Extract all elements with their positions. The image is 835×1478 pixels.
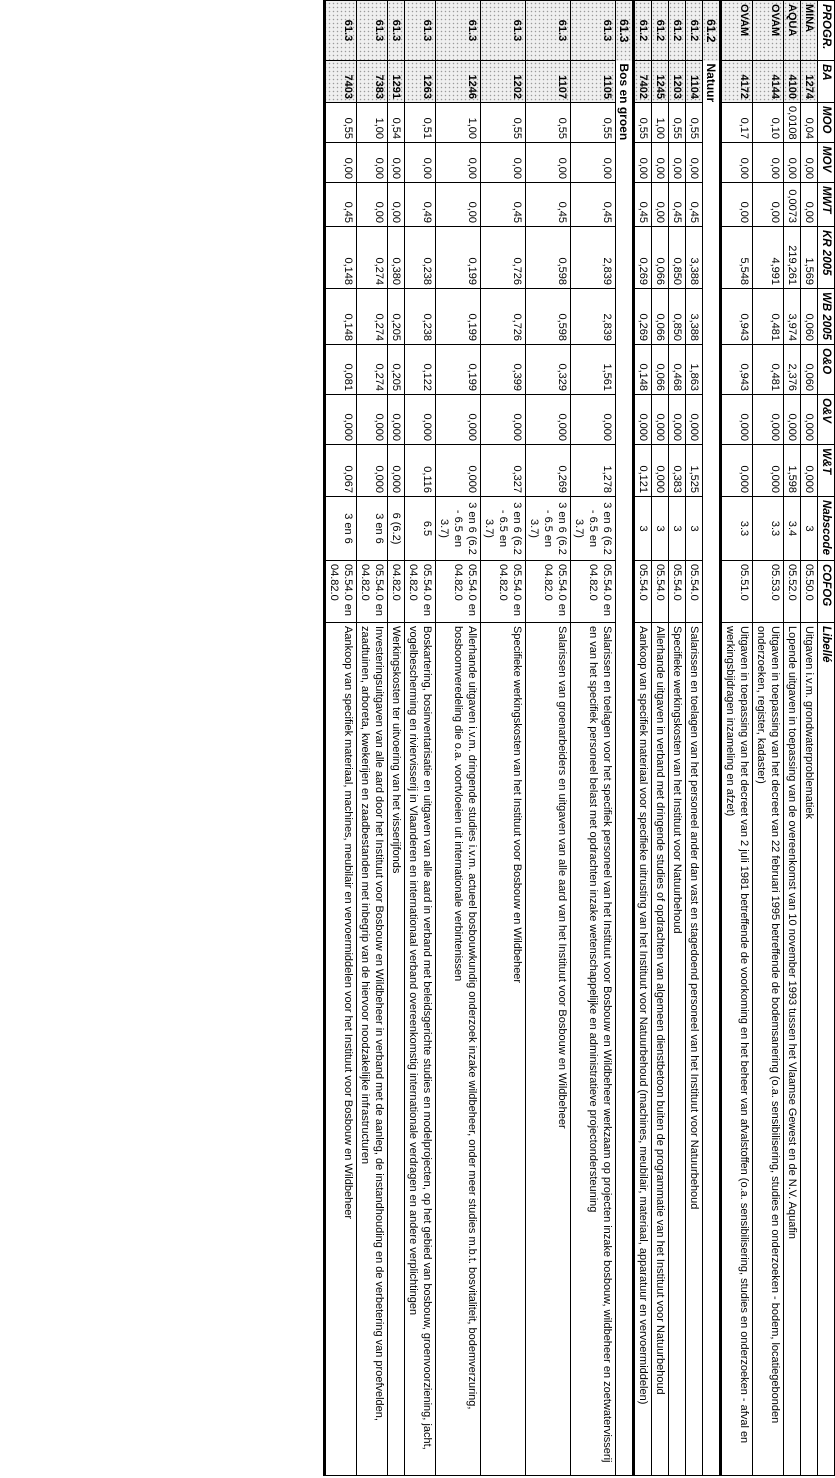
cell-libelle: Uitgaven in toepassing van het decreet van 22 februari 1995 betreffende de bodemsanering (o.a. sensibilisering, studies en onderzoeken - bodem, locatiegebonden onderzoeken, register, kadaster) <box>753 623 784 1476</box>
cell-oo: 1,863 <box>686 345 703 395</box>
cell-libelle: Aankoop van specifiek materiaal, machines, meubilair en vervoermiddelen voor het Instituut voor Bosbouw en Wildbeheer <box>325 623 357 1476</box>
cell-moo: 0,17 <box>721 103 753 143</box>
cell-ov: 0,000 <box>801 395 818 445</box>
cell-progr: 61.3 <box>481 1 526 61</box>
table-row <box>686 1 703 1476</box>
cell-mov: 0,00 <box>784 143 801 183</box>
cell-libelle: Allerhande uitgaven i.v.m. dringende studies i.v.m. actueel bosbouwkundig onderzoek inzake wildbeheer, onder meer studies m.b.t. bosvitaliteit, bodemverzuring, bosboomveredeling die o.a. voortvloeien uit internationale verbintenissen <box>436 623 481 1476</box>
cell-nabscode: 3 en 6 (6.2 - 6.5 en 3.7) <box>436 497 481 561</box>
cell-libelle: Allerhande uitgaven in verband met dringende studies of opdrachten van algemeen dienstbetoon buiten de programmatie van het Instituut voor Natuurbehoud <box>652 623 669 1476</box>
table-row <box>325 1 357 1476</box>
table-row <box>652 1 669 1476</box>
cell-mwt: 0,45 <box>325 183 357 227</box>
table-row <box>721 1 753 1476</box>
cell-mwt: 0,00 <box>721 183 753 227</box>
cell-libelle: Specifieke werkingskosten van het Instituut voor Natuurbehoud <box>669 623 686 1476</box>
cell-wb2005: 0,850 <box>669 289 686 345</box>
cell-wb2005: 0,726 <box>481 289 526 345</box>
cell-wt: 0,116 <box>405 445 436 497</box>
cell-wb2005: 0,238 <box>405 289 436 345</box>
cell-nabscode: 3 <box>669 497 686 561</box>
cell-nabscode: 3 <box>652 497 669 561</box>
cell-wb2005: 0,481 <box>753 289 784 345</box>
header-progr: PROGR. <box>818 1 835 61</box>
cell-wb2005: 0,199 <box>436 289 481 345</box>
cell-cofog: 05.52.0 <box>784 561 801 623</box>
cell-ov: 0,000 <box>436 395 481 445</box>
section-code: 61.2 <box>703 1 721 61</box>
cell-progr: 61.3 <box>436 1 481 61</box>
cell-ov: 0,000 <box>405 395 436 445</box>
cell-oo: 0,329 <box>526 345 571 395</box>
cell-ba: 7402 <box>634 61 652 103</box>
cell-cofog: 05.54.0 <box>686 561 703 623</box>
cell-kr2005: 0,148 <box>325 227 357 289</box>
cell-progr: 61.2 <box>686 1 703 61</box>
cell-mov: 0,00 <box>481 143 526 183</box>
cell-wt: 0,269 <box>526 445 571 497</box>
section-code: 61.3 <box>616 1 634 61</box>
cell-kr2005: 0,269 <box>634 227 652 289</box>
cell-mov: 0,00 <box>325 143 357 183</box>
cell-kr2005: 0,199 <box>436 227 481 289</box>
cell-kr2005: 0,850 <box>669 227 686 289</box>
cell-ba: 4172 <box>721 61 753 103</box>
cell-oo: 0,148 <box>634 345 652 395</box>
cell-libelle: Salarissen en toelagen van het personeel ander dan vast en stagedoend personeel van het Instituut voor Natuurbehoud <box>686 623 703 1476</box>
cell-cofog: 05.54.0 en 04.82.0 <box>357 561 388 623</box>
cell-wt: 0,000 <box>357 445 388 497</box>
cell-mwt: 0,00 <box>388 183 405 227</box>
cell-moo: 0,55 <box>634 103 652 143</box>
cell-kr2005: 0,066 <box>652 227 669 289</box>
cell-progr: 61.3 <box>571 1 616 61</box>
cell-progr: OVAM <box>721 1 753 61</box>
cell-libelle: Salarissen en toelagen voor het specifiek personeel van het Instituut voor Bosbouw en Wildbeheer werkzaam op projecten inzake bosbouw, wildbeheer en zoetwatervisserij en van het specifiek personeel belast met opdrachten inzake wetenschappelijke en administratieve projectondersteuning <box>571 623 616 1476</box>
cell-wb2005: 3,974 <box>784 289 801 345</box>
cell-progr: 61.2 <box>652 1 669 61</box>
cell-kr2005: 4,991 <box>753 227 784 289</box>
cell-wb2005: 0,060 <box>801 289 818 345</box>
cell-wt: 0,327 <box>481 445 526 497</box>
cell-cofog: 05.51.0 <box>721 561 753 623</box>
cell-wt: 0,000 <box>436 445 481 497</box>
section-header-row <box>703 1 721 1476</box>
cell-moo: 0,10 <box>753 103 784 143</box>
cell-mov: 0,00 <box>526 143 571 183</box>
header-kr2005: KR 2005 <box>818 227 835 289</box>
cell-nabscode: 3 en 6 (6.2 - 6.5 en 3.7) <box>526 497 571 561</box>
cell-mwt: 0,45 <box>686 183 703 227</box>
cell-wt: 0,067 <box>325 445 357 497</box>
cell-ba: 1246 <box>436 61 481 103</box>
cell-cofog: 05.54.0 en 04.82.0 <box>526 561 571 623</box>
cell-kr2005: 0,726 <box>481 227 526 289</box>
cell-mwt: 0,45 <box>571 183 616 227</box>
section-title: Natuur <box>703 61 721 1476</box>
cell-wt: 0,000 <box>753 445 784 497</box>
cell-mwt: 0,00 <box>436 183 481 227</box>
header-wb2005: WB 2005 <box>818 289 835 345</box>
cell-wt: 1,525 <box>686 445 703 497</box>
cell-nabscode: 3 <box>801 497 818 561</box>
cell-wt: 0,121 <box>634 445 652 497</box>
cell-mwt: 0,00 <box>753 183 784 227</box>
cell-libelle: Specifieke werkingskosten van het Instituut voor Bosbouw en Wildbeheer <box>481 623 526 1476</box>
cell-kr2005: 5,548 <box>721 227 753 289</box>
cell-mov: 0,00 <box>652 143 669 183</box>
table-row <box>669 1 686 1476</box>
cell-oo: 0,122 <box>405 345 436 395</box>
cell-progr: 61.2 <box>634 1 652 61</box>
cell-mov: 0,00 <box>634 143 652 183</box>
cell-cofog: 04.82.0 <box>388 561 405 623</box>
cell-ba: 1263 <box>405 61 436 103</box>
cell-mwt: 0,45 <box>526 183 571 227</box>
cell-mwt: 0,45 <box>669 183 686 227</box>
cell-wb2005: 0,148 <box>325 289 357 345</box>
cell-kr2005: 2,839 <box>571 227 616 289</box>
cell-moo: 0,55 <box>325 103 357 143</box>
table-row <box>801 1 818 1476</box>
header-ba: BA <box>818 61 835 103</box>
cell-wt: 0,000 <box>721 445 753 497</box>
header-libelle: Libellé <box>818 623 835 1476</box>
cell-progr: 61.2 <box>669 1 686 61</box>
cell-moo: 0,0108 <box>784 103 801 143</box>
cell-wb2005: 0,066 <box>652 289 669 345</box>
cell-nabscode: 3 en 6 (6.2 - 6.5 en 3.7) <box>481 497 526 561</box>
cell-nabscode: 6.5 <box>405 497 436 561</box>
cell-ba: 7383 <box>357 61 388 103</box>
cell-progr: 61.3 <box>526 1 571 61</box>
header-oo: O&O <box>818 345 835 395</box>
cell-oo: 0,081 <box>325 345 357 395</box>
cell-kr2005: 0,274 <box>357 227 388 289</box>
cell-cofog: 05.54.0 en 04.82.0 <box>571 561 616 623</box>
cell-oo: 0,205 <box>388 345 405 395</box>
cell-moo: 0,55 <box>571 103 616 143</box>
cell-ba: 1291 <box>388 61 405 103</box>
cell-wt: 0,000 <box>388 445 405 497</box>
cell-ba: 7403 <box>325 61 357 103</box>
cell-cofog: 05.54.0 en 04.82.0 <box>405 561 436 623</box>
cell-cofog: 05.54.0 <box>652 561 669 623</box>
cell-ov: 0,000 <box>686 395 703 445</box>
cell-moo: 0,55 <box>481 103 526 143</box>
table-row <box>388 1 405 1476</box>
cell-ba: 1245 <box>652 61 669 103</box>
table-row <box>753 1 784 1476</box>
header-row <box>818 1 835 1476</box>
cell-nabscode: 3 <box>634 497 652 561</box>
cell-moo: 0,55 <box>526 103 571 143</box>
cell-mov: 0,00 <box>388 143 405 183</box>
cell-wt: 0,000 <box>652 445 669 497</box>
cell-oo: 0,468 <box>669 345 686 395</box>
cell-ov: 0,000 <box>481 395 526 445</box>
header-mov: MOV <box>818 143 835 183</box>
cell-cofog: 05.53.0 <box>753 561 784 623</box>
cell-mwt: 0,45 <box>481 183 526 227</box>
cell-mov: 0,00 <box>801 143 818 183</box>
cell-ba: 1203 <box>669 61 686 103</box>
cell-wt: 1,598 <box>784 445 801 497</box>
table-row <box>634 1 652 1476</box>
header-moo: MOO <box>818 103 835 143</box>
cell-kr2005: 1,569 <box>801 227 818 289</box>
cell-ov: 0,000 <box>669 395 686 445</box>
cell-mwt: 0,00 <box>357 183 388 227</box>
cell-wb2005: 0,943 <box>721 289 753 345</box>
cell-mov: 0,00 <box>436 143 481 183</box>
cell-kr2005: 0,380 <box>388 227 405 289</box>
cell-libelle: Salarissen van groenarbeiders en uitgaven van alle aard van het Instituut voor Bosbouw en Wildbeheer <box>526 623 571 1476</box>
cell-oo: 0,943 <box>721 345 753 395</box>
cell-nabscode: 3.4 <box>784 497 801 561</box>
cell-progr: 61.3 <box>388 1 405 61</box>
header-ov: O&V <box>818 395 835 445</box>
cell-wb2005: 0,269 <box>634 289 652 345</box>
cell-progr: 61.3 <box>405 1 436 61</box>
cell-kr2005: 0,238 <box>405 227 436 289</box>
cell-wb2005: 0,274 <box>357 289 388 345</box>
cell-ov: 0,000 <box>388 395 405 445</box>
table-row <box>405 1 436 1476</box>
header-nabscode: Nabscode <box>818 497 835 561</box>
cell-ba: 4100 <box>784 61 801 103</box>
cell-progr: OVAM <box>753 1 784 61</box>
cell-ba: 1274 <box>801 61 818 103</box>
cell-mov: 0,00 <box>571 143 616 183</box>
cell-cofog: 05.54.0 en 04.82.0 <box>325 561 357 623</box>
cell-nabscode: 3 en 6 (6.2 - 6.5 en 3.7) <box>571 497 616 561</box>
cell-moo: 0,55 <box>686 103 703 143</box>
cell-oo: 0,481 <box>753 345 784 395</box>
cell-ov: 0,000 <box>721 395 753 445</box>
cell-mov: 0,00 <box>405 143 436 183</box>
cell-mov: 0,00 <box>357 143 388 183</box>
cell-moo: 0,04 <box>801 103 818 143</box>
cell-oo: 0,274 <box>357 345 388 395</box>
cell-mov: 0,00 <box>669 143 686 183</box>
cell-kr2005: 219,261 <box>784 227 801 289</box>
cell-kr2005: 3,388 <box>686 227 703 289</box>
section-header-row <box>616 1 634 1476</box>
table-row <box>436 1 481 1476</box>
cell-libelle: Lopende uitgaven in toepassing van de overeenkomst van 10 november 1993 tussen het Vlaamse Gewest en de N.V. Aquafin <box>784 623 801 1476</box>
table-row <box>481 1 526 1476</box>
cell-moo: 1,00 <box>357 103 388 143</box>
cell-wt: 1,278 <box>571 445 616 497</box>
cell-moo: 0,51 <box>405 103 436 143</box>
cell-libelle: Investeringsuitgaven van alle aard door het Instituut voor Bosbouw en Wildbeheer in verband met de aanleg, de instandhouding en de verbetering van proefvelden, zaadtuinen, arboreta, kwekerijen en zaadbestanden met inbegrip van de hiervoor noodzakelijke infrastructuren <box>357 623 388 1476</box>
cell-wb2005: 0,205 <box>388 289 405 345</box>
cell-ba: 1105 <box>571 61 616 103</box>
cell-progr: 61.3 <box>357 1 388 61</box>
cell-ov: 0,000 <box>325 395 357 445</box>
cell-nabscode: 3 en 6 <box>325 497 357 561</box>
cell-ov: 0,000 <box>357 395 388 445</box>
cell-cofog: 05.54.0 <box>634 561 652 623</box>
cell-mwt: 0,00 <box>652 183 669 227</box>
budget-table <box>323 0 835 1476</box>
cell-libelle: Aankoop van specifiek materiaal voor specifieke uitrusting van het Instituut voor Natuurbehoud (machines, meubilair, materiaal, apparatuur en vervoermiddelen) <box>634 623 652 1476</box>
cell-mwt: 0,45 <box>634 183 652 227</box>
cell-wb2005: 3,388 <box>686 289 703 345</box>
cell-wt: 0,000 <box>801 445 818 497</box>
cell-wb2005: 2,839 <box>571 289 616 345</box>
cell-moo: 0,54 <box>388 103 405 143</box>
cell-nabscode: 3 <box>686 497 703 561</box>
cell-ov: 0,000 <box>526 395 571 445</box>
cell-oo: 2,376 <box>784 345 801 395</box>
cell-progr: MINA <box>801 1 818 61</box>
cell-moo: 1,00 <box>436 103 481 143</box>
cell-wt: 0,383 <box>669 445 686 497</box>
table-row <box>571 1 616 1476</box>
section-title: Bos en groen <box>616 61 634 1476</box>
cell-ba: 1202 <box>481 61 526 103</box>
header-mwt: MWT <box>818 183 835 227</box>
cell-moo: 1,00 <box>652 103 669 143</box>
cell-cofog: 05.54.0 en 04.82.0 <box>436 561 481 623</box>
cell-oo: 0,066 <box>652 345 669 395</box>
cell-ov: 0,000 <box>571 395 616 445</box>
table-row <box>357 1 388 1476</box>
cell-mwt: 0,0073 <box>784 183 801 227</box>
cell-oo: 0,060 <box>801 345 818 395</box>
cell-moo: 0,55 <box>669 103 686 143</box>
cell-nabscode: 3.3 <box>721 497 753 561</box>
cell-cofog: 05.54.0 en 04.82.0 <box>481 561 526 623</box>
cell-mwt: 0,49 <box>405 183 436 227</box>
cell-mov: 0,00 <box>753 143 784 183</box>
cell-cofog: 05.50.0 <box>801 561 818 623</box>
cell-kr2005: 0,598 <box>526 227 571 289</box>
cell-progr: 61.3 <box>325 1 357 61</box>
cell-libelle: Werkingskosten ter uitvoering van het visserijfonds <box>388 623 405 1476</box>
cell-ba: 4144 <box>753 61 784 103</box>
cell-nabscode: 3.3 <box>753 497 784 561</box>
cell-ov: 0,000 <box>652 395 669 445</box>
cell-mov: 0,00 <box>686 143 703 183</box>
cell-libelle: Uitgaven i.v.m. grondwaterproblematiek <box>801 623 818 1476</box>
header-cofog: COFOG <box>818 561 835 623</box>
table-body <box>325 1 818 1476</box>
cell-oo: 0,399 <box>481 345 526 395</box>
cell-progr: AQUA <box>784 1 801 61</box>
cell-cofog: 05.54.0 <box>669 561 686 623</box>
table-row <box>526 1 571 1476</box>
cell-mwt: 0,00 <box>801 183 818 227</box>
cell-libelle: Uitgaven in toepassing van het decreet van 2 juli 1981 betreffende de voorkoming en het beheer van afvalstoffen (o.a. sensibilisering, studies en onderzoeken - afval en werkingsbijdragen inzameling en afzet) <box>721 623 753 1476</box>
cell-nabscode: 6 (6.2) <box>388 497 405 561</box>
cell-ov: 0,000 <box>634 395 652 445</box>
cell-oo: 0,199 <box>436 345 481 395</box>
table-row <box>784 1 801 1476</box>
cell-ba: 1107 <box>526 61 571 103</box>
cell-oo: 1,561 <box>571 345 616 395</box>
cell-nabscode: 3 en 6 <box>357 497 388 561</box>
cell-ov: 0,000 <box>753 395 784 445</box>
cell-ov: 0,000 <box>784 395 801 445</box>
cell-libelle: Boskartering, bosinventarisatie en uitgaven van alle aard in verband met beleidsgerichte studies en modelprojecten, op het gebied van bosbouw, groenvoorziening, jacht, vogelbescherming en riviervisserij in Vlaanderen en internationaal verband overeenkomstig internationale verdragen en andere verplichtingen <box>405 623 436 1476</box>
cell-mov: 0,00 <box>721 143 753 183</box>
cell-ba: 1104 <box>686 61 703 103</box>
header-wt: W&T <box>818 445 835 497</box>
cell-wb2005: 0,598 <box>526 289 571 345</box>
